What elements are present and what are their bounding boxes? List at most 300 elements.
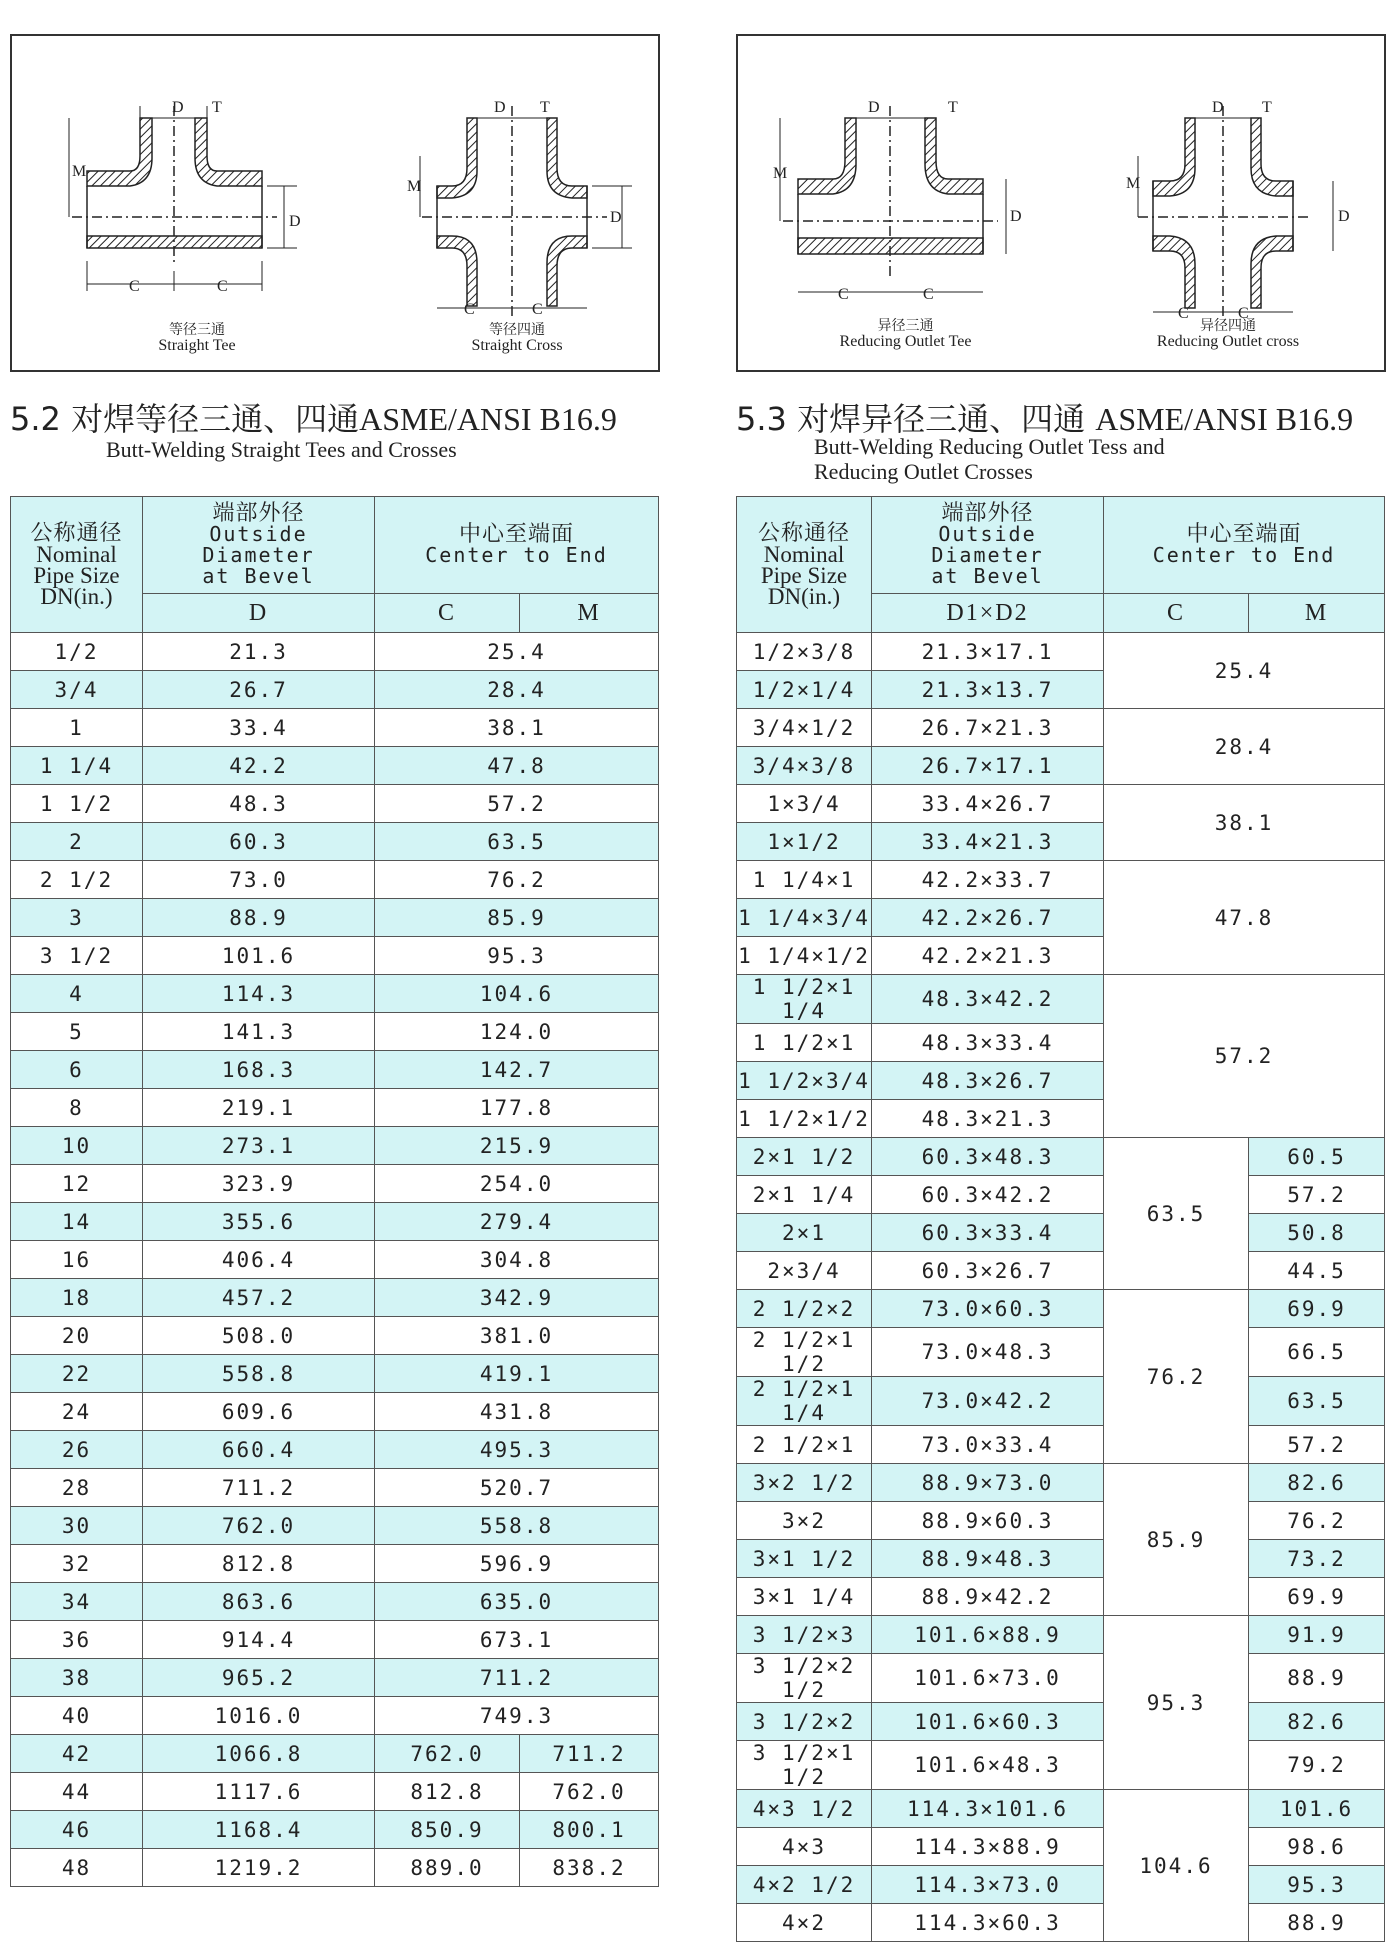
svg-text:M: M bbox=[773, 165, 788, 182]
outside-diameter-header-2-en2: Diameter bbox=[931, 543, 1044, 567]
straight-tee-shape bbox=[69, 106, 297, 291]
nominal-size-cell: 3×2 bbox=[737, 1502, 872, 1540]
nominal-size-cell: 38 bbox=[11, 1659, 143, 1697]
center-to-end-m-cell: 50.8 bbox=[1249, 1214, 1385, 1252]
outside-diameter-header-2-en3: at Bevel bbox=[931, 564, 1044, 588]
nominal-size-cell: 18 bbox=[11, 1279, 143, 1317]
outside-diameter-header-2-cn: 端部外径 bbox=[941, 501, 1034, 526]
table-row bbox=[11, 1051, 659, 1089]
svg-text:M: M bbox=[1126, 175, 1141, 192]
nominal-size-cell: 1/2×3/8 bbox=[737, 633, 872, 671]
column-m-header: M bbox=[520, 594, 659, 633]
center-to-end-header-en: Center to End bbox=[425, 543, 608, 567]
outside-diameter-cell: 48.3×33.4 bbox=[872, 1024, 1104, 1062]
outside-diameter-header-en1: Outside bbox=[209, 522, 308, 546]
nominal-size-cell: 36 bbox=[11, 1621, 143, 1659]
outside-diameter-cell: 965.2 bbox=[143, 1659, 375, 1697]
outside-diameter-cell: 60.3×33.4 bbox=[872, 1214, 1104, 1252]
nominal-size-cell: 3/4×1/2 bbox=[737, 709, 872, 747]
center-to-end-m-cell: 91.9 bbox=[1249, 1616, 1385, 1654]
outside-diameter-cell: 609.6 bbox=[143, 1393, 375, 1431]
center-to-end-c-cell: 25.4 bbox=[1104, 633, 1385, 709]
table-row bbox=[737, 1426, 1385, 1464]
outside-diameter-cell: 48.3 bbox=[143, 785, 375, 823]
outside-diameter-cell: 114.3 bbox=[143, 975, 375, 1013]
table-row bbox=[737, 1616, 1385, 1654]
nominal-size-cell: 3 1/2×2 bbox=[737, 1703, 872, 1741]
table-row bbox=[11, 1431, 659, 1469]
outside-diameter-cell: 114.3×88.9 bbox=[872, 1828, 1104, 1866]
outside-diameter-cell: 1219.2 bbox=[143, 1849, 375, 1887]
reducing-tee-caption-en: Reducing Outlet Tee bbox=[839, 333, 972, 350]
center-to-end-m-cell: 60.5 bbox=[1249, 1138, 1385, 1176]
section-5-2-subtitle: Butt-Welding Straight Tees and Crosses bbox=[106, 437, 457, 462]
center-to-end-m-cell: 57.2 bbox=[1249, 1176, 1385, 1214]
nominal-size-cell: 1 1/2×1 1/4 bbox=[737, 975, 872, 1024]
center-to-end-m-cell: 800.1 bbox=[520, 1811, 659, 1849]
center-to-end-cell: 304.8 bbox=[375, 1241, 659, 1279]
nominal-size-cell: 1 1/2×3/4 bbox=[737, 1062, 872, 1100]
table-row bbox=[11, 1697, 659, 1735]
straight-tee-caption-cn: 等径三通 bbox=[169, 322, 225, 338]
nominal-size-cell: 48 bbox=[11, 1849, 143, 1887]
nominal-size-cell: 3 1/2×1 1/2 bbox=[737, 1741, 872, 1790]
outside-diameter-cell: 88.9×73.0 bbox=[872, 1464, 1104, 1502]
table-row bbox=[11, 1849, 659, 1887]
outside-diameter-cell: 42.2×33.7 bbox=[872, 861, 1104, 899]
center-to-end-cell: 342.9 bbox=[375, 1279, 659, 1317]
outside-diameter-header-cn: 端部外径 bbox=[212, 501, 305, 526]
table-row bbox=[737, 1214, 1385, 1252]
table-row bbox=[11, 899, 659, 937]
outside-diameter-cell: 88.9 bbox=[143, 899, 375, 937]
outside-diameter-cell: 914.4 bbox=[143, 1621, 375, 1659]
center-to-end-c-cell: 889.0 bbox=[375, 1849, 520, 1887]
table-row bbox=[11, 861, 659, 899]
center-to-end-cell: 431.8 bbox=[375, 1393, 659, 1431]
outside-diameter-cell: 1117.6 bbox=[143, 1773, 375, 1811]
center-to-end-c-cell: 104.6 bbox=[1104, 1790, 1249, 1942]
outside-diameter-cell: 60.3×48.3 bbox=[872, 1138, 1104, 1176]
section-5-3-subtitle-line2: Reducing Outlet Crosses bbox=[814, 459, 1033, 484]
nominal-size-cell: 1 1/2×1 bbox=[737, 1024, 872, 1062]
table-row bbox=[11, 1279, 659, 1317]
table-row bbox=[11, 1735, 659, 1773]
column-m-header-2: M bbox=[1249, 594, 1385, 633]
outside-diameter-cell: 660.4 bbox=[143, 1431, 375, 1469]
nominal-size-cell: 2 1/2×2 bbox=[737, 1290, 872, 1328]
center-to-end-c-cell: 762.0 bbox=[375, 1735, 520, 1773]
outside-diameter-cell: 1016.0 bbox=[143, 1697, 375, 1735]
nominal-size-cell: 44 bbox=[11, 1773, 143, 1811]
center-to-end-cell: 85.9 bbox=[375, 899, 659, 937]
outside-diameter-header-en3: at Bevel bbox=[202, 564, 315, 588]
straight-tee-caption-en: Straight Tee bbox=[158, 337, 236, 354]
table-row bbox=[11, 1545, 659, 1583]
center-to-end-cell: 254.0 bbox=[375, 1165, 659, 1203]
outside-diameter-cell: 406.4 bbox=[143, 1241, 375, 1279]
section-5-2-title bbox=[10, 394, 617, 440]
section-5-2-number: 5.2 bbox=[10, 400, 61, 438]
nominal-size-cell: 16 bbox=[11, 1241, 143, 1279]
table-row bbox=[737, 709, 1385, 747]
center-to-end-m-cell: 69.9 bbox=[1249, 1290, 1385, 1328]
nominal-size-cell: 3 1/2 bbox=[11, 937, 143, 975]
svg-text:C: C bbox=[129, 278, 140, 295]
outside-diameter-cell: 60.3×26.7 bbox=[872, 1252, 1104, 1290]
section-5-3-title-cn: 对焊异径三通、四通 bbox=[797, 400, 1086, 438]
outside-diameter-cell: 48.3×21.3 bbox=[872, 1100, 1104, 1138]
nominal-size-cell: 40 bbox=[11, 1697, 143, 1735]
svg-text:C: C bbox=[464, 301, 475, 318]
table-row bbox=[11, 1621, 659, 1659]
reducing-cross-caption-en: Reducing Outlet cross bbox=[1156, 333, 1300, 350]
outside-diameter-cell: 88.9×60.3 bbox=[872, 1502, 1104, 1540]
outside-diameter-cell: 1168.4 bbox=[143, 1811, 375, 1849]
center-to-end-m-cell: 69.9 bbox=[1249, 1578, 1385, 1616]
nominal-size-header-en2: Pipe Size bbox=[33, 562, 120, 588]
straight-tee-drawing bbox=[12, 36, 658, 370]
table-row bbox=[11, 937, 659, 975]
straight-fittings-diagram-panel bbox=[10, 34, 660, 372]
nominal-size-cell: 3×1 1/2 bbox=[737, 1540, 872, 1578]
table-row bbox=[737, 1328, 1385, 1377]
outside-diameter-cell: 73.0×60.3 bbox=[872, 1290, 1104, 1328]
outside-diameter-cell: 33.4×21.3 bbox=[872, 823, 1104, 861]
center-to-end-m-cell: 88.9 bbox=[1249, 1654, 1385, 1703]
center-to-end-m-cell: 101.6 bbox=[1249, 1790, 1385, 1828]
table-row bbox=[737, 861, 1385, 899]
outside-diameter-cell: 48.3×42.2 bbox=[872, 975, 1104, 1024]
nominal-size-cell: 2×1 1/4 bbox=[737, 1176, 872, 1214]
reducing-cross-caption-cn: 异径四通 bbox=[1200, 318, 1256, 334]
table-row bbox=[737, 1502, 1385, 1540]
outside-diameter-cell: 101.6×73.0 bbox=[872, 1654, 1104, 1703]
center-to-end-m-cell: 88.9 bbox=[1249, 1904, 1385, 1942]
reducing-cross-shape bbox=[1138, 106, 1333, 316]
nominal-size-cell: 2 1/2×1 1/2 bbox=[737, 1328, 872, 1377]
center-to-end-header-cn: 中心至端面 bbox=[459, 522, 575, 547]
table-row bbox=[737, 1790, 1385, 1828]
nominal-size-header-2 bbox=[737, 497, 872, 633]
section-5-2-standard: ASME/ANSI B16.9 bbox=[359, 401, 617, 437]
section-5-3-standard: ASME/ANSI B16.9 bbox=[1095, 401, 1354, 437]
center-to-end-c-cell: 95.3 bbox=[1104, 1616, 1249, 1790]
outside-diameter-cell: 457.2 bbox=[143, 1279, 375, 1317]
center-to-end-m-cell: 82.6 bbox=[1249, 1703, 1385, 1741]
center-to-end-cell: 38.1 bbox=[375, 709, 659, 747]
nominal-size-cell: 34 bbox=[11, 1583, 143, 1621]
table-row bbox=[11, 1507, 659, 1545]
outside-diameter-cell: 101.6 bbox=[143, 937, 375, 975]
center-to-end-c-cell: 63.5 bbox=[1104, 1138, 1249, 1290]
center-to-end-cell: 95.3 bbox=[375, 937, 659, 975]
table-row bbox=[11, 785, 659, 823]
table-row bbox=[11, 671, 659, 709]
nominal-size-cell: 3 1/2×2 1/2 bbox=[737, 1654, 872, 1703]
nominal-size-cell: 2×3/4 bbox=[737, 1252, 872, 1290]
center-to-end-m-cell: 82.6 bbox=[1249, 1464, 1385, 1502]
center-to-end-header bbox=[375, 497, 659, 594]
section-5-2-title-cn: 对焊等径三通、四通 bbox=[71, 400, 360, 438]
center-to-end-cell: 57.2 bbox=[375, 785, 659, 823]
svg-text:D: D bbox=[1212, 99, 1224, 116]
nominal-size-cell: 2 1/2 bbox=[11, 861, 143, 899]
nominal-size-cell: 2 1/2×1 1/4 bbox=[737, 1377, 872, 1426]
center-to-end-header-2 bbox=[1104, 497, 1385, 594]
nominal-size-cell: 2×1 bbox=[737, 1214, 872, 1252]
outside-diameter-cell: 114.3×101.6 bbox=[872, 1790, 1104, 1828]
center-to-end-m-cell: 79.2 bbox=[1249, 1741, 1385, 1790]
outside-diameter-cell: 73.0 bbox=[143, 861, 375, 899]
nominal-size-cell: 20 bbox=[11, 1317, 143, 1355]
table-row bbox=[11, 1811, 659, 1849]
outside-diameter-cell: 114.3×60.3 bbox=[872, 1904, 1104, 1942]
nominal-size-header bbox=[11, 497, 143, 633]
nominal-size-cell: 3 bbox=[11, 899, 143, 937]
outside-diameter-cell: 863.6 bbox=[143, 1583, 375, 1621]
nominal-size-cell: 1 bbox=[11, 709, 143, 747]
reducing-tee-caption-cn: 异径三通 bbox=[877, 318, 934, 334]
table-row bbox=[11, 1393, 659, 1431]
center-to-end-m-cell: 66.5 bbox=[1249, 1328, 1385, 1377]
center-to-end-header-2-en: Center to End bbox=[1152, 543, 1336, 567]
nominal-size-cell: 4 bbox=[11, 975, 143, 1013]
nominal-size-cell: 1×3/4 bbox=[737, 785, 872, 823]
table-row bbox=[11, 1659, 659, 1697]
nominal-size-cell: 32 bbox=[11, 1545, 143, 1583]
outside-diameter-header-2 bbox=[872, 497, 1104, 594]
center-to-end-cell: 381.0 bbox=[375, 1317, 659, 1355]
center-to-end-cell: 749.3 bbox=[375, 1697, 659, 1735]
nominal-size-cell: 2×1 1/2 bbox=[737, 1138, 872, 1176]
outside-diameter-cell: 73.0×42.2 bbox=[872, 1377, 1104, 1426]
outside-diameter-cell: 711.2 bbox=[143, 1469, 375, 1507]
svg-text:T: T bbox=[540, 99, 550, 116]
section-5-3-number: 5.3 bbox=[736, 400, 787, 438]
straight-tee-caption bbox=[122, 322, 272, 354]
svg-text:D: D bbox=[1338, 208, 1350, 225]
center-to-end-c-cell: 850.9 bbox=[375, 1811, 520, 1849]
outside-diameter-cell: 42.2 bbox=[143, 747, 375, 785]
nominal-size-header-2-cn: 公称通径 bbox=[757, 520, 850, 546]
outside-diameter-cell: 558.8 bbox=[143, 1355, 375, 1393]
center-to-end-cell: 28.4 bbox=[375, 671, 659, 709]
center-to-end-cell: 215.9 bbox=[375, 1127, 659, 1165]
straight-cross-caption bbox=[437, 322, 597, 354]
nominal-size-cell: 1 1/4×3/4 bbox=[737, 899, 872, 937]
nominal-size-cell: 5 bbox=[11, 1013, 143, 1051]
center-to-end-m-cell: 73.2 bbox=[1249, 1540, 1385, 1578]
center-to-end-c-cell: 57.2 bbox=[1104, 975, 1385, 1138]
table-row bbox=[737, 1703, 1385, 1741]
center-to-end-m-cell: 838.2 bbox=[520, 1849, 659, 1887]
center-to-end-c-cell: 76.2 bbox=[1104, 1290, 1249, 1464]
center-to-end-m-cell: 95.3 bbox=[1249, 1866, 1385, 1904]
outside-diameter-cell: 88.9×48.3 bbox=[872, 1540, 1104, 1578]
outside-diameter-cell: 812.8 bbox=[143, 1545, 375, 1583]
svg-text:T: T bbox=[212, 99, 222, 116]
svg-text:C: C bbox=[1238, 305, 1249, 322]
center-to-end-cell: 63.5 bbox=[375, 823, 659, 861]
center-to-end-cell: 558.8 bbox=[375, 1507, 659, 1545]
nominal-size-cell: 1/2×1/4 bbox=[737, 671, 872, 709]
table-row bbox=[11, 709, 659, 747]
table-row bbox=[737, 1290, 1385, 1328]
center-to-end-c-cell: 85.9 bbox=[1104, 1464, 1249, 1616]
nominal-size-cell: 10 bbox=[11, 1127, 143, 1165]
center-to-end-cell: 104.6 bbox=[375, 975, 659, 1013]
reducing-tee-dimension-table bbox=[736, 496, 1385, 1942]
table-row bbox=[737, 1866, 1385, 1904]
center-to-end-c-cell: 47.8 bbox=[1104, 861, 1385, 975]
center-to-end-cell: 142.7 bbox=[375, 1051, 659, 1089]
svg-text:T: T bbox=[1262, 99, 1272, 116]
nominal-size-cell: 30 bbox=[11, 1507, 143, 1545]
table-row bbox=[737, 1464, 1385, 1502]
nominal-size-cell: 42 bbox=[11, 1735, 143, 1773]
table-row bbox=[737, 1578, 1385, 1616]
svg-text:D: D bbox=[289, 213, 301, 230]
table-row bbox=[11, 1469, 659, 1507]
center-to-end-cell: 711.2 bbox=[375, 1659, 659, 1697]
table-row bbox=[737, 1741, 1385, 1790]
column-c-header: C bbox=[375, 594, 520, 633]
nominal-size-cell: 46 bbox=[11, 1811, 143, 1849]
outside-diameter-cell: 114.3×73.0 bbox=[872, 1866, 1104, 1904]
nominal-size-cell: 1 1/4×1/2 bbox=[737, 937, 872, 975]
outside-diameter-cell: 26.7×21.3 bbox=[872, 709, 1104, 747]
nominal-size-header-2-en1: Nominal bbox=[763, 541, 845, 567]
outside-diameter-cell: 42.2×21.3 bbox=[872, 937, 1104, 975]
straight-tee-dimension-table bbox=[10, 496, 659, 1887]
nominal-size-cell: 8 bbox=[11, 1089, 143, 1127]
nominal-size-cell: 26 bbox=[11, 1431, 143, 1469]
nominal-size-cell: 1 1/4 bbox=[11, 747, 143, 785]
nominal-size-cell: 1/2 bbox=[11, 633, 143, 671]
outside-diameter-header-en2: Diameter bbox=[202, 543, 315, 567]
outside-diameter-cell: 42.2×26.7 bbox=[872, 899, 1104, 937]
outside-diameter-cell: 88.9×42.2 bbox=[872, 1578, 1104, 1616]
nominal-size-cell: 1 1/2×1/2 bbox=[737, 1100, 872, 1138]
center-to-end-m-cell: 711.2 bbox=[520, 1735, 659, 1773]
section-5-3-subtitle-line1: Butt-Welding Reducing Outlet Tess and bbox=[814, 434, 1165, 459]
table-row bbox=[11, 1583, 659, 1621]
table-row bbox=[11, 1773, 659, 1811]
center-to-end-cell: 673.1 bbox=[375, 1621, 659, 1659]
nominal-size-header-en1: Nominal bbox=[36, 541, 117, 567]
outside-diameter-cell: 323.9 bbox=[143, 1165, 375, 1203]
center-to-end-cell: 47.8 bbox=[375, 747, 659, 785]
nominal-size-cell: 1 1/2 bbox=[11, 785, 143, 823]
table-row bbox=[737, 975, 1385, 1024]
outside-diameter-cell: 101.6×60.3 bbox=[872, 1703, 1104, 1741]
nominal-size-cell: 4×3 1/2 bbox=[737, 1790, 872, 1828]
nominal-size-cell: 3/4 bbox=[11, 671, 143, 709]
nominal-size-cell: 3 1/2×3 bbox=[737, 1616, 872, 1654]
svg-text:D: D bbox=[610, 209, 622, 226]
nominal-size-header-2-en3: DN(in.) bbox=[767, 583, 841, 609]
column-d1xd2-header: D1×D2 bbox=[872, 594, 1104, 633]
svg-text:C: C bbox=[838, 286, 849, 303]
center-to-end-cell: 76.2 bbox=[375, 861, 659, 899]
table-row bbox=[737, 1828, 1385, 1866]
svg-text:D: D bbox=[172, 99, 184, 116]
outside-diameter-cell: 219.1 bbox=[143, 1089, 375, 1127]
table-row bbox=[11, 975, 659, 1013]
center-to-end-c-cell: 812.8 bbox=[375, 1773, 520, 1811]
outside-diameter-cell: 101.6×88.9 bbox=[872, 1616, 1104, 1654]
nominal-size-header-en3: DN(in.) bbox=[40, 583, 113, 609]
column-c-header-2: C bbox=[1104, 594, 1249, 633]
table-row bbox=[11, 633, 659, 671]
table-row bbox=[11, 1089, 659, 1127]
nominal-size-cell: 2 bbox=[11, 823, 143, 861]
table-row bbox=[11, 1203, 659, 1241]
svg-text:C: C bbox=[532, 301, 543, 318]
center-to-end-m-cell: 76.2 bbox=[1249, 1502, 1385, 1540]
outside-diameter-cell: 73.0×33.4 bbox=[872, 1426, 1104, 1464]
table-row bbox=[11, 1317, 659, 1355]
center-to-end-cell: 495.3 bbox=[375, 1431, 659, 1469]
table-row bbox=[11, 823, 659, 861]
center-to-end-cell: 596.9 bbox=[375, 1545, 659, 1583]
nominal-size-cell: 4×2 bbox=[737, 1904, 872, 1942]
center-to-end-cell: 419.1 bbox=[375, 1355, 659, 1393]
nominal-size-cell: 4×2 1/2 bbox=[737, 1866, 872, 1904]
outside-diameter-cell: 26.7×17.1 bbox=[872, 747, 1104, 785]
table-row bbox=[737, 1377, 1385, 1426]
table-row bbox=[11, 1013, 659, 1051]
center-to-end-cell: 25.4 bbox=[375, 633, 659, 671]
nominal-size-cell: 1×1/2 bbox=[737, 823, 872, 861]
nominal-size-cell: 14 bbox=[11, 1203, 143, 1241]
nominal-size-cell: 12 bbox=[11, 1165, 143, 1203]
outside-diameter-cell: 73.0×48.3 bbox=[872, 1328, 1104, 1377]
outside-diameter-header-2-en1: Outside bbox=[938, 522, 1037, 546]
center-to-end-m-cell: 63.5 bbox=[1249, 1377, 1385, 1426]
outside-diameter-cell: 33.4×26.7 bbox=[872, 785, 1104, 823]
outside-diameter-cell: 762.0 bbox=[143, 1507, 375, 1545]
center-to-end-header-2-cn: 中心至端面 bbox=[1186, 522, 1302, 547]
outside-diameter-cell: 508.0 bbox=[143, 1317, 375, 1355]
center-to-end-m-cell: 57.2 bbox=[1249, 1426, 1385, 1464]
table-row bbox=[11, 1165, 659, 1203]
table-row bbox=[737, 1252, 1385, 1290]
svg-text:T: T bbox=[948, 99, 958, 116]
outside-diameter-cell: 48.3×26.7 bbox=[872, 1062, 1104, 1100]
table-row bbox=[11, 1241, 659, 1279]
nominal-size-cell: 3×1 1/4 bbox=[737, 1578, 872, 1616]
outside-diameter-cell: 101.6×48.3 bbox=[872, 1741, 1104, 1790]
table-row bbox=[11, 1355, 659, 1393]
nominal-size-cell: 2 1/2×1 bbox=[737, 1426, 872, 1464]
reducing-fittings-diagram-panel bbox=[736, 34, 1386, 372]
outside-diameter-cell: 21.3×17.1 bbox=[872, 633, 1104, 671]
center-to-end-cell: 635.0 bbox=[375, 1583, 659, 1621]
nominal-size-cell: 3/4×3/8 bbox=[737, 747, 872, 785]
outside-diameter-cell: 26.7 bbox=[143, 671, 375, 709]
nominal-size-header-2-en2: Pipe Size bbox=[760, 562, 848, 588]
table-row bbox=[11, 1127, 659, 1165]
svg-text:M: M bbox=[72, 163, 87, 180]
table-row bbox=[737, 1138, 1385, 1176]
outside-diameter-cell: 33.4 bbox=[143, 709, 375, 747]
svg-text:C: C bbox=[1178, 305, 1189, 322]
outside-diameter-cell: 21.3×13.7 bbox=[872, 671, 1104, 709]
nominal-size-cell: 6 bbox=[11, 1051, 143, 1089]
center-to-end-cell: 279.4 bbox=[375, 1203, 659, 1241]
